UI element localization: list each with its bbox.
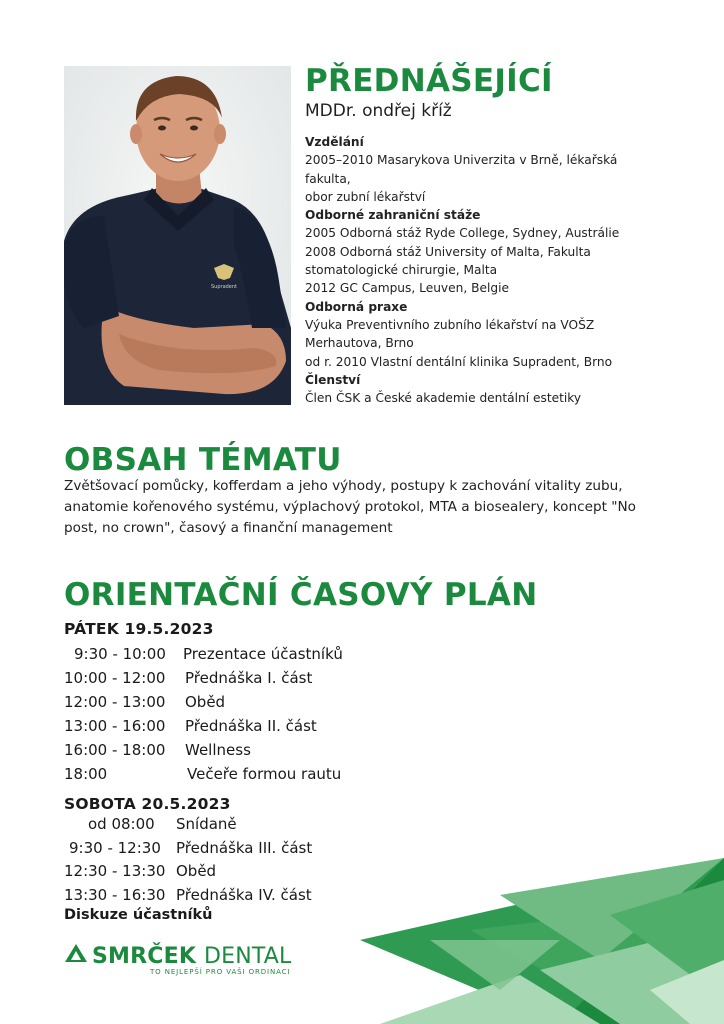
schedule-time: 12:00 - 13:00 [64, 693, 166, 711]
schedule-row [0, 862, 724, 882]
schedule-activity: Přednáška I. část [185, 669, 313, 687]
schedule-row [0, 765, 724, 785]
brand-name [92, 944, 292, 969]
schedule-time: 9:30 - 12:30 [69, 839, 161, 857]
schedule-time: 10:00 - 12:00 [64, 669, 166, 687]
cv-line: Výuka Preventivního zubního lékařství na VOŠZ [305, 317, 595, 332]
schedule-activity: Přednáška IV. část [176, 886, 312, 904]
cv-label-education: Vzdělání [305, 135, 364, 149]
speaker-portrait-icon [64, 66, 291, 405]
speaker-cv [305, 133, 655, 407]
speaker-name: MDDr. ondřej kříž [305, 101, 452, 121]
schedule-activity: Prezentace účastníků [183, 645, 343, 663]
schedule-activity: Přednáška II. část [185, 717, 317, 735]
schedule-row [0, 717, 724, 737]
topic-line: anatomie kořenového systému, výplachový protokol, MTA a biosealery, koncept "No [64, 499, 636, 515]
cv-line: 2008 Odborná stáž University of Malta, Fakulta [305, 244, 591, 259]
schedule-row [0, 693, 724, 713]
cv-line: Člen ČSK a České akademie dentální estetiky [305, 391, 582, 406]
brand-name-bold: SMRČEK [92, 944, 197, 969]
cv-label-practice: Odborná praxe [305, 299, 408, 314]
topic-line: post, no crown", časový a finanční management [64, 520, 393, 536]
schedule-time: 16:00 - 18:00 [64, 741, 166, 759]
cv-line: fakulta, [305, 171, 351, 186]
schedule-time: 13:00 - 16:00 [64, 717, 166, 735]
cv-line: od r. 2010 Vlastní dentální klinika Supradent, Brno [305, 354, 613, 369]
cv-line: obor zubní lékařství [305, 189, 426, 204]
schedule-row [0, 669, 724, 689]
shirt-logo-text: Supradent [211, 284, 238, 290]
closing-discussion: Diskuze účastníků [64, 907, 213, 923]
topic-heading: OBSAH TÉMATU [64, 442, 342, 478]
cv-line: 2005 Odborná stáž Ryde College, Sydney, Austrálie [305, 226, 620, 241]
day-title-saturday: SOBOTA 20.5.2023 [64, 795, 231, 813]
speaker-photo [64, 66, 291, 405]
schedule-row [0, 645, 724, 665]
day-title-friday: PÁTEK 19.5.2023 [64, 620, 214, 638]
schedule-activity: Oběd [185, 693, 226, 711]
schedule-time: 9:30 - 10:00 [74, 645, 166, 663]
brand-name-light: DENTAL [203, 944, 292, 969]
topic-line: Zvětšovací pomůcky, kofferdam a jeho výhody, postupy k zachování vitality zubu, [64, 478, 623, 494]
cv-line: stomatologické chirurgie, Malta [305, 263, 498, 278]
schedule-activity: Oběd [176, 862, 217, 880]
topic-text [64, 476, 684, 539]
cv-line: 2012 GC Campus, Leuven, Belgie [305, 281, 509, 296]
schedule-row [0, 741, 724, 761]
schedule-row [0, 886, 724, 906]
schedule-activity: Přednáška III. část [176, 839, 313, 857]
triangle-logo-icon [64, 942, 88, 964]
brand-tagline: TO NEJLEPŠÍ PRO VAŠI ORDINACI [150, 968, 291, 976]
schedule-row [0, 815, 724, 835]
schedule-activity: Snídaně [176, 815, 237, 833]
schedule-activity: Večeře formou rautu [187, 765, 342, 783]
schedule-row [0, 839, 724, 859]
speaker-heading: PŘEDNÁŠEJÍCÍ [305, 63, 553, 99]
cv-label-internships: Odborné zahraniční stáže [305, 208, 481, 223]
schedule-time: 12:30 - 13:30 [64, 862, 166, 880]
cv-line: 2005–2010 Masarykova Univerzita v Brně, lékařská [305, 153, 618, 168]
cv-label-membership: Členství [305, 372, 361, 387]
schedule-heading: ORIENTAČNÍ ČASOVÝ PLÁN [64, 577, 538, 613]
schedule-activity: Wellness [185, 741, 251, 759]
schedule-time: od 08:00 [88, 815, 155, 833]
cv-line: Merhautova, Brno [305, 336, 414, 351]
schedule-time: 18:00 [64, 765, 108, 783]
schedule-time: 13:30 - 16:30 [64, 886, 166, 904]
